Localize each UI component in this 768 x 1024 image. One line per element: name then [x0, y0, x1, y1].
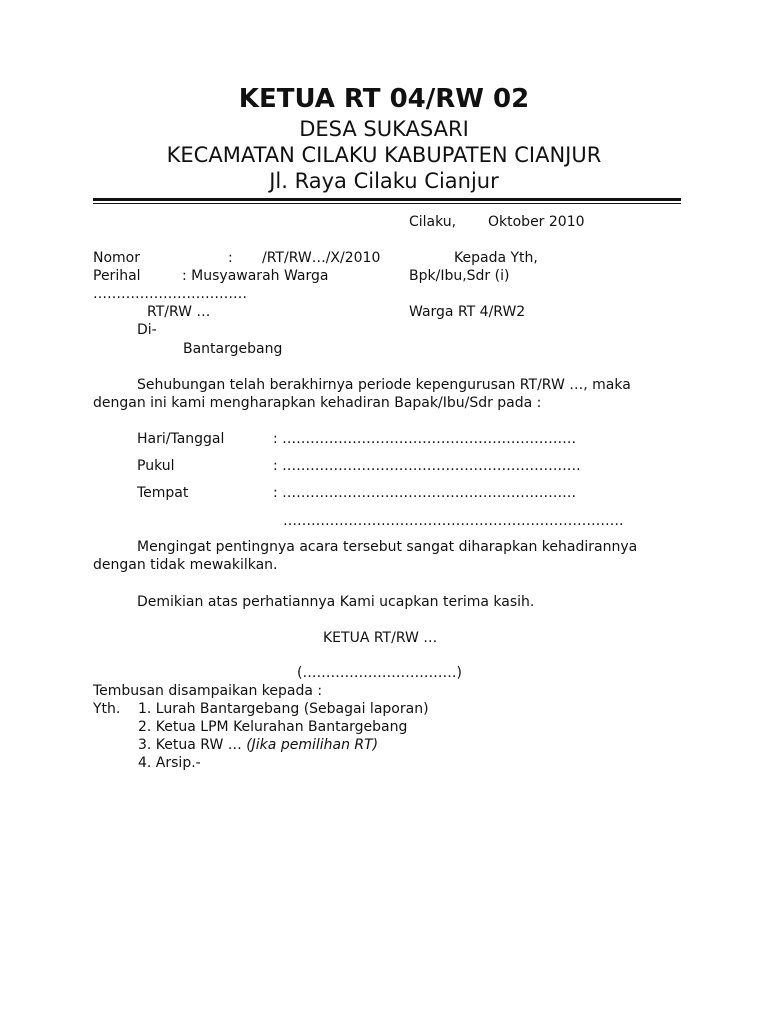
- date-place: Cilaku,: [409, 214, 457, 230]
- schedule-label: Tempat: [137, 485, 189, 501]
- para2-line2: dengan tidak mewakilkan.: [93, 557, 278, 573]
- address-line: Jl. Raya Cilaku Cianjur: [269, 169, 499, 193]
- cc-item: 4. Arsip.-: [138, 755, 201, 771]
- recipient-name: Bpk/Ibu,Sdr (i): [409, 268, 510, 284]
- cc-yth: Yth.: [93, 701, 121, 717]
- schedule-label: Pukul: [137, 458, 175, 474]
- schedule-value: : ………………………………………………………: [273, 431, 577, 447]
- schedule-extra-line: ……………………………………………………………….: [283, 513, 624, 529]
- nomor-value: /RT/RW…/X/2010: [262, 250, 381, 266]
- recipient-group: Warga RT 4/RW2: [409, 304, 526, 320]
- signature-name: (……………………………): [297, 665, 462, 681]
- district-name: KECAMATAN CILAKU KABUPATEN CIANJUR: [166, 143, 602, 167]
- cc-item3-main: 3. Ketua RW …: [138, 737, 247, 753]
- cc-item: 2. Ketua LPM Kelurahan Bantargebang: [138, 719, 408, 735]
- para2-line1: Mengingat pentingnya acara tersebut sangat diharapkan kehadirannya: [137, 539, 638, 555]
- cc-item3-note: (Jika pemilihan RT): [246, 737, 379, 753]
- village-name: DESA SUKASARI: [299, 117, 469, 141]
- schedule-label: Hari/Tanggal: [137, 431, 225, 447]
- schedule-value: : ……………………………………………………….: [273, 458, 581, 474]
- perihal-label: Perihal: [93, 268, 141, 284]
- nomor-colon: :: [228, 250, 233, 266]
- perihal-value: : Musyawarah Warga: [182, 268, 329, 284]
- recipient-place: Bantargebang: [183, 341, 283, 357]
- header-rule-thin: [93, 203, 681, 204]
- cc-heading: Tembusan disampaikan kepada :: [93, 683, 323, 699]
- rtrw-line: RT/RW …: [147, 304, 211, 320]
- header-rule-thick: [93, 198, 681, 201]
- schedule-value: : ………………………………………………………: [273, 485, 577, 501]
- para3: Demikian atas perhatiannya Kami ucapkan terima kasih.: [137, 594, 535, 610]
- recipient-di: Di-: [137, 322, 157, 338]
- nomor-label: Nomor: [93, 250, 140, 266]
- para1-line1: Sehubungan telah berakhirnya periode kepengurusan RT/RW …, maka: [137, 377, 631, 393]
- dots-line: ……………………………: [93, 286, 247, 302]
- signature-role: KETUA RT/RW …: [323, 630, 438, 646]
- kepada-yth: Kepada Yth,: [454, 250, 538, 266]
- cc-item: [138, 736, 378, 754]
- letter-title: KETUA RT 04/RW 02: [238, 84, 530, 114]
- cc-item: 1. Lurah Bantargebang (Sebagai laporan): [138, 701, 429, 717]
- date-month-year: Oktober 2010: [488, 214, 585, 230]
- para1-line2: dengan ini kami mengharapkan kehadiran Bapak/Ibu/Sdr pada :: [93, 395, 542, 411]
